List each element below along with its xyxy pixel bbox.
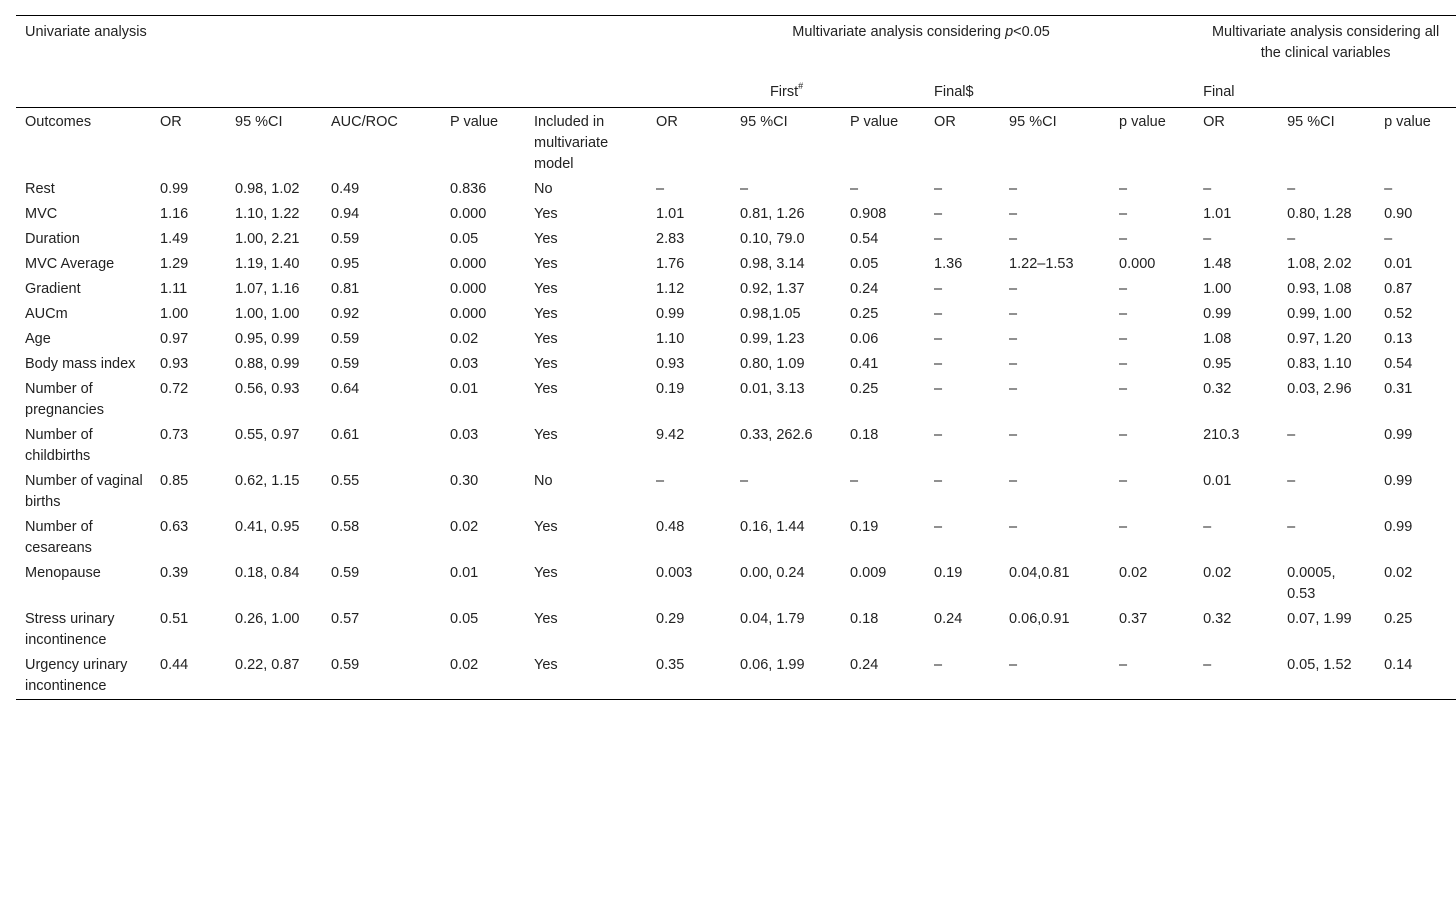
table-cell: 1.01 <box>1203 206 1232 222</box>
table-cell: 0.003 <box>656 565 693 581</box>
table-cell: 0.48 <box>656 519 685 535</box>
table-cell: – <box>1119 206 1128 222</box>
table-cell: 0.10, 79.0 <box>740 231 805 247</box>
table-cell: 0.01 <box>450 565 479 581</box>
table-cell: 0.56, 0.93 <box>235 381 300 397</box>
column-header: AUC/ROC <box>322 108 441 178</box>
table-cell: 0.95 <box>331 256 360 272</box>
outcome-cell: Urgency urinary incontinence <box>16 653 151 700</box>
final-model-header: Final <box>1194 78 1456 108</box>
table-cell: 0.06, 1.99 <box>731 653 841 700</box>
table-cell: 0.92, 1.37 <box>740 281 805 297</box>
table-cell: 0.07, 1.99 <box>1287 611 1352 627</box>
table-cell: 0.13 <box>1384 331 1413 347</box>
table-cell: 0.32 <box>1203 381 1232 397</box>
table-row <box>16 277 1456 302</box>
table-cell: – <box>1119 519 1128 535</box>
table-cell: 0.93, 1.08 <box>1287 281 1352 297</box>
table-cell: 0.59 <box>322 653 441 700</box>
outcome-cell: MVC Average <box>25 256 115 272</box>
table-cell: 1.22–1.53 <box>1009 256 1074 272</box>
table-cell: 1.29 <box>160 256 189 272</box>
table-cell: Yes <box>534 611 558 627</box>
column-header: 95 %CI <box>1000 108 1110 178</box>
table-cell: – <box>1203 231 1212 247</box>
table-cell: 0.000 <box>450 206 487 222</box>
table-cell: – <box>1203 181 1212 197</box>
column-header: p value <box>1110 108 1194 178</box>
table-cell: Yes <box>525 653 647 700</box>
table-cell: – <box>1110 653 1194 700</box>
table-cell: 0.55 <box>331 473 360 489</box>
table-cell: 0.000 <box>450 281 487 297</box>
outcome-cell: Body mass index <box>25 356 136 372</box>
table-cell: – <box>925 653 1000 700</box>
table-cell: 0.99, 1.00 <box>1287 306 1352 322</box>
table-cell: 0.25 <box>850 381 879 397</box>
table-cell: – <box>1119 306 1128 322</box>
table-cell: 0.98, 3.14 <box>740 256 805 272</box>
outcome-cell: Number of pregnancies <box>25 381 104 418</box>
table-cell: 2.83 <box>656 231 685 247</box>
outcome-cell: Number of vaginal births <box>25 473 143 510</box>
table-cell: 0.908 <box>850 206 887 222</box>
table-cell: – <box>1119 473 1128 489</box>
table-cell: 0.63 <box>160 519 189 535</box>
first-model-header: First# <box>647 78 925 108</box>
table-cell: 0.32 <box>1203 611 1232 627</box>
table-body <box>16 177 1456 700</box>
table-row <box>16 227 1456 252</box>
table-cell: 0.39 <box>160 565 189 581</box>
table-cell: 0.55, 0.97 <box>235 427 300 443</box>
table-cell: 0.99, 1.23 <box>740 331 805 347</box>
table-cell: 0.26, 1.00 <box>235 611 300 627</box>
multivariate-all-header: Multivariate analysis considering all the clinical variables <box>1194 16 1456 79</box>
table-cell: 0.33, 262.6 <box>740 427 813 443</box>
table-cell: – <box>1287 473 1296 489</box>
table-cell: – <box>1287 231 1296 247</box>
table-cell: 0.25 <box>1384 611 1413 627</box>
table-row <box>16 561 1456 607</box>
table-cell: 0.30 <box>450 473 479 489</box>
table-cell: – <box>934 381 943 397</box>
table-cell: 0.05 <box>850 256 879 272</box>
table-cell: 0.04, 1.79 <box>740 611 805 627</box>
table-cell: 0.009 <box>850 565 887 581</box>
table-cell: Yes <box>534 306 558 322</box>
table-cell: 0.24 <box>841 653 925 700</box>
table-cell: – <box>1009 356 1018 372</box>
header-row-subgroups <box>16 78 1456 108</box>
table-cell: 0.31 <box>1384 381 1413 397</box>
table-cell: 0.05 <box>450 611 479 627</box>
table-row <box>16 202 1456 227</box>
table-cell: Yes <box>534 565 558 581</box>
table-cell: – <box>1384 231 1393 247</box>
table-cell: 0.01 <box>1384 256 1413 272</box>
table-cell: Yes <box>534 231 558 247</box>
outcome-cell: AUCm <box>25 306 68 322</box>
outcome-cell: Number of childbirths <box>25 427 93 464</box>
table-cell: Yes <box>534 356 558 372</box>
column-header: 95 %CI <box>1278 108 1375 178</box>
table-cell: 0.41 <box>850 356 879 372</box>
table-cell: 0.836 <box>450 181 487 197</box>
table-cell: – <box>1009 306 1018 322</box>
table-cell: 0.03 <box>450 427 479 443</box>
table-cell: 0.90 <box>1384 206 1413 222</box>
table-cell: 0.81, 1.26 <box>740 206 805 222</box>
table-cell: – <box>1119 281 1128 297</box>
table-cell: 0.41, 0.95 <box>235 519 300 535</box>
table-cell: – <box>934 473 943 489</box>
table-row <box>16 352 1456 377</box>
table-cell: – <box>934 356 943 372</box>
table-cell: – <box>1009 473 1018 489</box>
table-cell: 0.99 <box>656 306 685 322</box>
table-row <box>16 515 1456 561</box>
table-cell: 0.87 <box>1384 281 1413 297</box>
table-cell: 0.0005, 0.53 <box>1287 565 1336 602</box>
table-cell: – <box>1009 231 1018 247</box>
table-cell: 1.76 <box>656 256 685 272</box>
table-cell: 0.000 <box>450 306 487 322</box>
table-cell: – <box>1000 653 1110 700</box>
table-cell: 1.19, 1.40 <box>235 256 300 272</box>
column-header: OR <box>1194 108 1278 178</box>
table-cell: 0.93 <box>656 356 685 372</box>
table-cell: 0.98, 1.02 <box>235 181 300 197</box>
table-cell: 0.57 <box>331 611 360 627</box>
table-cell: No <box>534 181 553 197</box>
table-cell: 0.95, 0.99 <box>235 331 300 347</box>
table-cell: 0.16, 1.44 <box>740 519 805 535</box>
table-cell: – <box>1009 181 1018 197</box>
table-cell: – <box>1119 356 1128 372</box>
table-cell: 0.01, 3.13 <box>740 381 805 397</box>
table-cell: 0.80, 1.09 <box>740 356 805 372</box>
table-cell: 0.92 <box>331 306 360 322</box>
table-cell: 9.42 <box>656 427 685 443</box>
table-row <box>16 302 1456 327</box>
table-cell: 0.01 <box>1203 473 1232 489</box>
table-cell: 0.04,0.81 <box>1009 565 1070 581</box>
table-row <box>16 377 1456 423</box>
table-cell: 1.48 <box>1203 256 1232 272</box>
table-cell: 0.44 <box>151 653 226 700</box>
table-cell: 0.02 <box>1119 565 1148 581</box>
table-cell: – <box>1287 519 1296 535</box>
table-cell: 0.93 <box>160 356 189 372</box>
table-cell: No <box>534 473 553 489</box>
column-header: OR <box>925 108 1000 178</box>
table-cell: 0.29 <box>656 611 685 627</box>
table-cell: 0.02 <box>1203 565 1232 581</box>
table-cell: 210.3 <box>1203 427 1240 443</box>
table-cell: 0.000 <box>450 256 487 272</box>
table-cell: 0.54 <box>1384 356 1413 372</box>
results-table <box>16 15 1456 700</box>
table-cell: 0.18 <box>850 427 879 443</box>
table-cell: 1.07, 1.16 <box>235 281 300 297</box>
table-cell: – <box>1203 519 1212 535</box>
table-cell: 0.49 <box>331 181 360 197</box>
table-cell: 0.03, 2.96 <box>1287 381 1352 397</box>
table-cell: 1.10, 1.22 <box>235 206 300 222</box>
table-cell: – <box>934 331 943 347</box>
table-cell: 0.59 <box>331 565 360 581</box>
table-cell: Yes <box>534 427 558 443</box>
table-cell: – <box>934 231 943 247</box>
table-cell: 0.18 <box>850 611 879 627</box>
table-cell: 1.36 <box>934 256 963 272</box>
table-cell: 0.59 <box>331 331 360 347</box>
table-cell: 0.02 <box>450 331 479 347</box>
table-cell: 0.24 <box>934 611 963 627</box>
univariate-analysis-header: Univariate analysis <box>16 16 647 79</box>
table-cell: Yes <box>534 206 558 222</box>
table-cell: 0.61 <box>331 427 360 443</box>
table-cell: – <box>1119 181 1128 197</box>
table-cell: 0.18, 0.84 <box>235 565 300 581</box>
multivariate-p-header: Multivariate analysis considering p<0.05 <box>647 16 1194 79</box>
table-cell: 1.00 <box>1203 281 1232 297</box>
table-row <box>16 327 1456 352</box>
table-cell: 0.22, 0.87 <box>226 653 322 700</box>
table-cell: Yes <box>534 256 558 272</box>
table-cell: 0.94 <box>331 206 360 222</box>
table-cell: 0.95 <box>1203 356 1232 372</box>
table-cell: – <box>1009 427 1018 443</box>
table-cell: 0.80, 1.28 <box>1287 206 1352 222</box>
table-cell: 0.06,0.91 <box>1009 611 1070 627</box>
table-cell: 0.88, 0.99 <box>235 356 300 372</box>
table-cell: 0.06 <box>850 331 879 347</box>
outcome-cell: Age <box>25 331 51 347</box>
table-cell: 0.59 <box>331 356 360 372</box>
header-row-groups <box>16 16 1456 79</box>
column-header: P value <box>441 108 525 178</box>
table-row <box>16 607 1456 653</box>
table-cell: – <box>1119 381 1128 397</box>
column-header: Included in multivariate model <box>525 108 647 178</box>
table-cell: 1.00, 1.00 <box>235 306 300 322</box>
table-cell: – <box>656 473 665 489</box>
column-header: p value <box>1375 108 1456 178</box>
table-cell: – <box>1009 381 1018 397</box>
outcome-cell: Menopause <box>25 565 101 581</box>
table-cell: – <box>934 181 943 197</box>
table-cell: – <box>1287 427 1296 443</box>
table-cell: 0.000 <box>1119 256 1156 272</box>
table-cell: 0.64 <box>331 381 360 397</box>
table-cell: Yes <box>534 381 558 397</box>
column-header: 95 %CI <box>731 108 841 178</box>
table-cell: 0.99 <box>1384 473 1413 489</box>
table-cell: 0.01 <box>450 381 479 397</box>
table-cell: 0.05 <box>450 231 479 247</box>
table-cell: 0.97 <box>160 331 189 347</box>
table-cell: 1.10 <box>656 331 685 347</box>
table-row <box>16 469 1456 515</box>
outcome-cell: MVC <box>25 206 58 222</box>
table-cell: – <box>656 181 665 197</box>
table-cell: 0.98,1.05 <box>740 306 801 322</box>
table-cell: 0.35 <box>647 653 731 700</box>
table-cell: 1.00 <box>160 306 189 322</box>
outcome-cell: Number of cesareans <box>25 519 93 556</box>
table-cell: 0.19 <box>934 565 963 581</box>
table-cell: 1.08, 2.02 <box>1287 256 1352 272</box>
table-cell: 0.97, 1.20 <box>1287 331 1352 347</box>
table-cell: 1.49 <box>160 231 189 247</box>
table-cell: 1.08 <box>1203 331 1232 347</box>
table-cell: – <box>1009 281 1018 297</box>
table-cell: – <box>934 519 943 535</box>
table-cell: Yes <box>534 281 558 297</box>
table-row <box>16 423 1456 469</box>
table-row <box>16 653 1456 700</box>
table-cell: 0.59 <box>331 231 360 247</box>
table-cell: 0.02 <box>1384 565 1413 581</box>
table-cell: 0.99 <box>1384 519 1413 535</box>
table-cell: 0.72 <box>160 381 189 397</box>
table-cell: Yes <box>534 331 558 347</box>
table-cell: 0.54 <box>850 231 879 247</box>
table-cell: – <box>1009 331 1018 347</box>
table-cell: 0.99 <box>160 181 189 197</box>
table-cell: 0.99 <box>1384 427 1413 443</box>
table-cell: – <box>1287 181 1296 197</box>
table-cell: 0.85 <box>160 473 189 489</box>
table-cell: – <box>1194 653 1278 700</box>
table-cell: 0.02 <box>441 653 525 700</box>
table-cell: 0.25 <box>850 306 879 322</box>
table-cell: 0.02 <box>450 519 479 535</box>
table-cell: 0.37 <box>1119 611 1148 627</box>
column-header: P value <box>841 108 925 178</box>
outcome-cell: Duration <box>25 231 80 247</box>
table-cell: – <box>850 473 859 489</box>
column-header: 95 %CI <box>226 108 322 178</box>
table-cell: 1.12 <box>656 281 685 297</box>
table-cell: – <box>1119 331 1128 347</box>
table-cell: 0.58 <box>331 519 360 535</box>
table-cell: 0.81 <box>331 281 360 297</box>
table-cell: 0.73 <box>160 427 189 443</box>
column-header-row <box>16 108 1456 178</box>
table-cell: – <box>934 427 943 443</box>
table-cell: 0.03 <box>450 356 479 372</box>
table-row <box>16 177 1456 202</box>
table-cell: – <box>740 181 749 197</box>
table-cell: – <box>934 306 943 322</box>
table-cell: 0.99 <box>1203 306 1232 322</box>
outcome-cell: Stress urinary incontinence <box>25 611 115 648</box>
table-cell: 0.83, 1.10 <box>1287 356 1352 372</box>
table-cell: 0.52 <box>1384 306 1413 322</box>
table-cell: – <box>1119 231 1128 247</box>
table-cell: 0.62, 1.15 <box>235 473 300 489</box>
table-cell: 0.24 <box>850 281 879 297</box>
table-cell: 1.00, 2.21 <box>235 231 300 247</box>
outcome-cell: Rest <box>25 181 55 197</box>
table-cell: 0.51 <box>160 611 189 627</box>
outcome-cell: Gradient <box>25 281 81 297</box>
table-cell: 0.05, 1.52 <box>1278 653 1375 700</box>
final-dollar-model-header: Final$ <box>925 78 1194 108</box>
column-header: Outcomes <box>16 108 151 178</box>
column-header: OR <box>151 108 226 178</box>
table-cell: 1.16 <box>160 206 189 222</box>
table-cell: – <box>1384 181 1393 197</box>
table-cell: 1.11 <box>160 281 188 297</box>
column-header: OR <box>647 108 731 178</box>
table-cell: 0.19 <box>656 381 685 397</box>
table-cell: – <box>1119 427 1128 443</box>
table-cell: – <box>1009 206 1018 222</box>
table-cell: 1.01 <box>656 206 685 222</box>
table-cell: – <box>850 181 859 197</box>
table-cell: Yes <box>534 519 558 535</box>
table-cell: 0.00, 0.24 <box>740 565 805 581</box>
table-cell: – <box>934 206 943 222</box>
table-cell: – <box>934 281 943 297</box>
table-cell: 0.14 <box>1375 653 1456 700</box>
table-row <box>16 252 1456 277</box>
table-cell: – <box>1009 519 1018 535</box>
table-cell: – <box>740 473 749 489</box>
table-cell: 0.19 <box>850 519 879 535</box>
